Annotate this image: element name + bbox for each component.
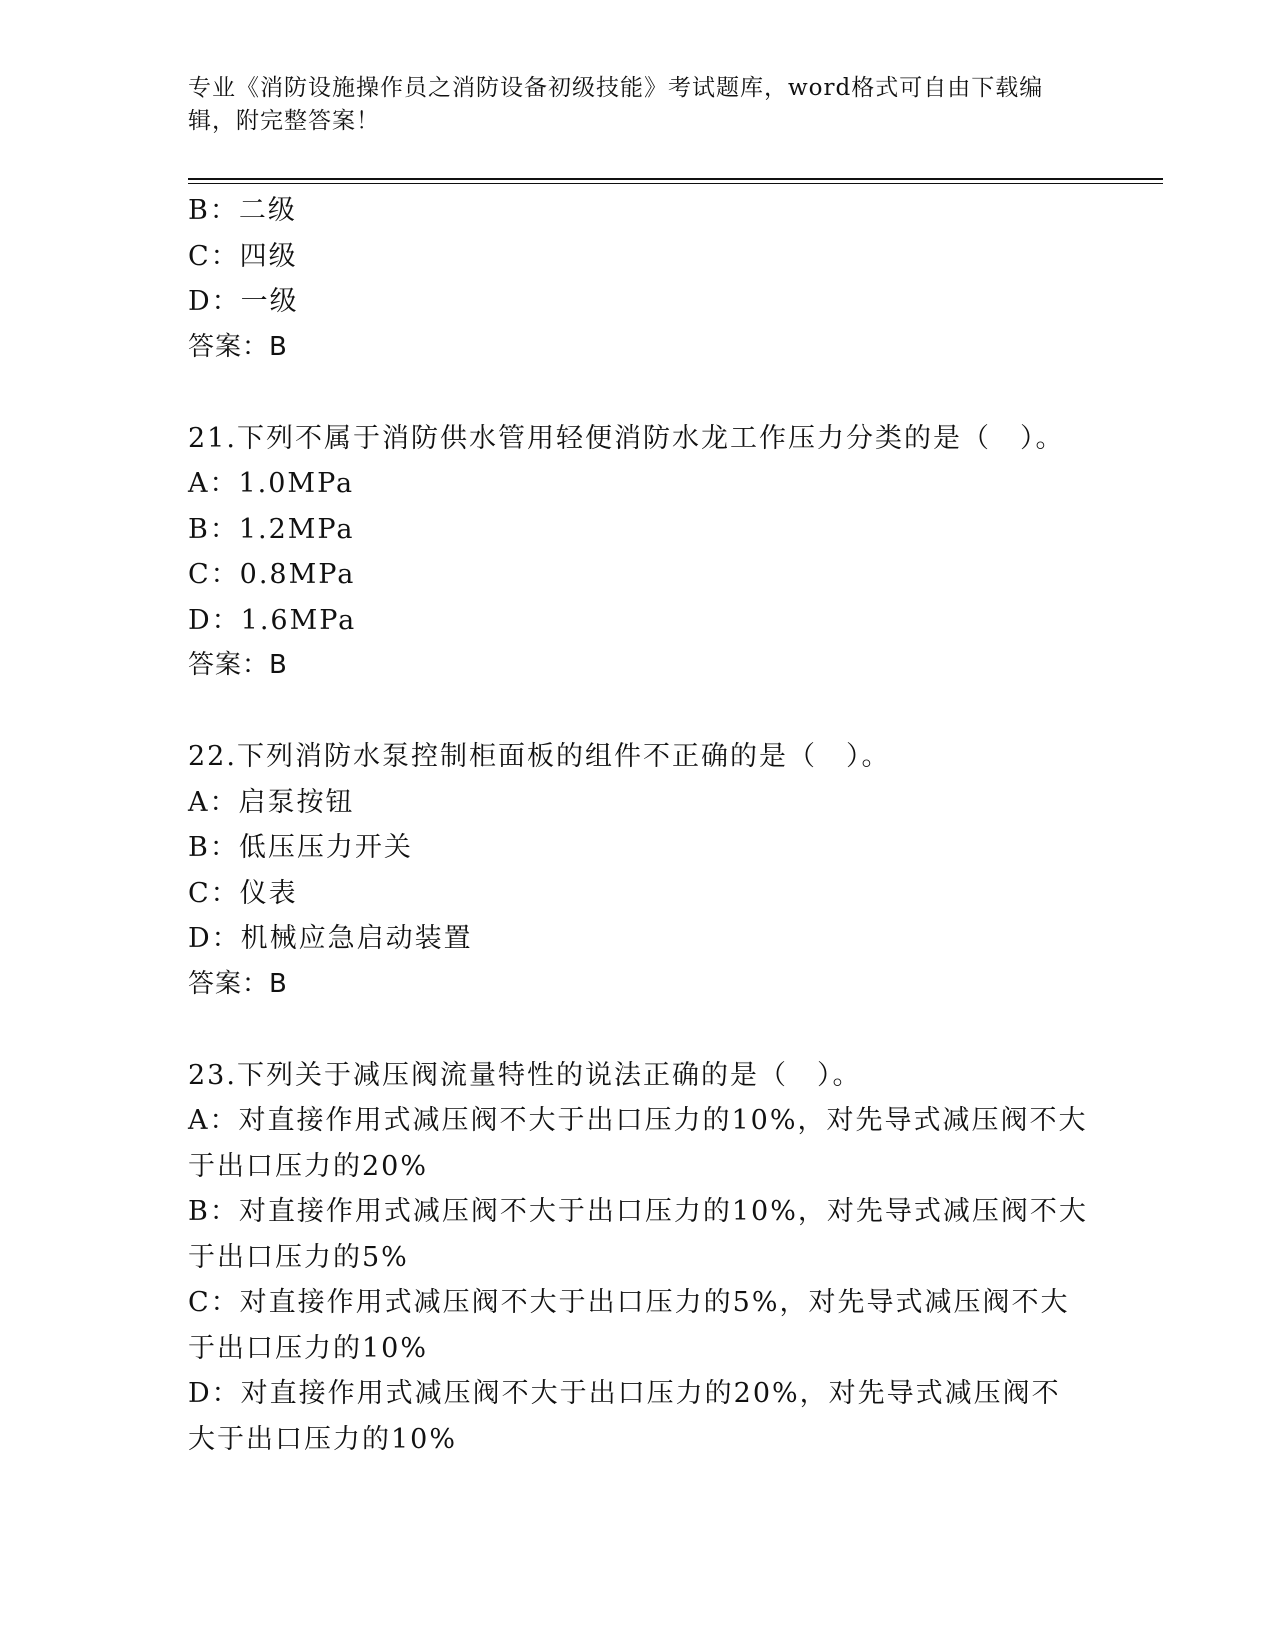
header-divider-thick <box>188 178 1163 180</box>
option-d: D：一级 <box>188 286 299 317</box>
option-a: A：1.0MPa <box>188 468 355 499</box>
question-21 <box>188 416 1088 689</box>
option-d: D：对直接作用式减压阀不大于出口压力的20%，对先导式减压阀不大于出口压力的10% <box>188 1378 1061 1455</box>
previous-question-block <box>188 188 1088 370</box>
spacer <box>188 689 1088 735</box>
question-stem: 21.下列不属于消防供水管用轻便消防水龙工作压力分类的是（ ）。 <box>188 422 1065 454</box>
spacer <box>188 1007 1088 1053</box>
option-c: C：四级 <box>188 240 298 272</box>
option-b: B：1.2MPa <box>188 513 355 545</box>
option-d: D：1.6MPa <box>188 604 357 636</box>
header-divider-thin <box>188 183 1163 184</box>
document-header: 专业《消防设施操作员之消防设备初级技能》考试题库，word格式可自由下载编辑，附完整答案！ <box>188 75 1044 134</box>
question-22 <box>188 734 1088 1007</box>
spacer <box>188 370 1088 416</box>
option-d: D：机械应急启动装置 <box>188 923 473 954</box>
option-a: A：对直接作用式减压阀不大于出口压力的10%，对先导式减压阀不大于出口压力的20% <box>188 1105 1088 1182</box>
option-c: C：对直接作用式减压阀不大于出口压力的5%，对先导式减压阀不大于出口压力的10% <box>188 1287 1070 1364</box>
option-a: A：启泵按钮 <box>188 786 355 818</box>
option-c: C：仪表 <box>188 877 298 909</box>
question-23 <box>188 1053 1088 1463</box>
option-b: B：二级 <box>188 195 297 226</box>
question-stem: 22.下列消防水泵控制柜面板的组件不正确的是（ ）。 <box>188 741 891 772</box>
answer-line: 答案：B <box>188 650 288 680</box>
option-b: B：对直接作用式减压阀不大于出口压力的10%，对先导式减压阀不大于出口压力的5% <box>188 1196 1088 1273</box>
question-content <box>188 188 1088 1462</box>
answer-line: 答案：B <box>188 331 288 362</box>
option-c: C：0.8MPa <box>188 559 356 590</box>
answer-line: 答案：B <box>188 968 288 999</box>
question-stem: 23.下列关于减压阀流量特性的说法正确的是（ ）。 <box>188 1059 862 1091</box>
option-b: B：低压压力开关 <box>188 832 413 863</box>
